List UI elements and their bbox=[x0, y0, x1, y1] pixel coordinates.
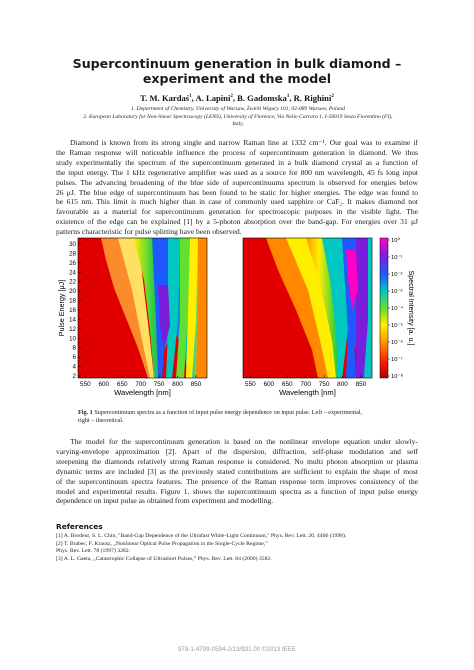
figure-svg bbox=[56, 230, 418, 398]
caption-label: Fig. 1 bbox=[78, 409, 93, 416]
caption-line-2: right – theoretical. bbox=[78, 417, 124, 424]
reference-3: [3] A. L. Gaeta, „Catastrophic Collapse of Ultrashort Pulses,” Phys. Rev. Lett. 84 (2000) 3582. bbox=[56, 556, 272, 562]
paragraph-2-line: The model for the supercontinuum generation is based on the nonlinear envelope equation under slowly- bbox=[70, 437, 418, 446]
title-line-1: Supercontinuum generation in bulk diamond – bbox=[72, 56, 402, 71]
right-xtick-minor-label: 700 bbox=[300, 381, 311, 388]
right-xtick-label: 750 bbox=[318, 381, 330, 388]
reference-2: [2] T. Brabec, F. Krausz, „Nonlinear Optical Pulse Propagation in the Single-Cycle Regime,” bbox=[56, 541, 268, 547]
colorbar-label: Spectral Intensity [a. u.] bbox=[407, 270, 416, 346]
left-ytick-label: 30 bbox=[69, 241, 76, 248]
paragraph-1-line: study experimentally the spectrum of the supercontinuum generated in a bulk diamond crystal as a function of bbox=[56, 157, 418, 167]
left-xtick-minor-label: 800 bbox=[172, 381, 183, 388]
abstract-paragraph-1 bbox=[56, 138, 418, 237]
left-ytick-label: 16 bbox=[69, 307, 76, 314]
colorbar-tick-label: 10⁰ bbox=[391, 238, 400, 244]
author-4: R. Righini bbox=[293, 93, 332, 103]
left-ytick-label: 20 bbox=[69, 288, 76, 296]
paragraph-1-line: existence of the edge can be explained [1] by a 5-photon absorption over the band-gap. For energies over 31 μJ bbox=[56, 217, 418, 227]
author-2-affil: 2 bbox=[230, 94, 233, 100]
affiliation-2-cont: Italy, bbox=[232, 121, 244, 127]
affiliation-1: 1. Department of Chemistry, University of Warsaw, Żwirki Wigury 101, 02-089 Warsaw, Poland bbox=[131, 106, 345, 112]
reference-2-cont: Phys. Rev. Lett. 78 (1997) 3282. bbox=[56, 548, 131, 554]
left-ytick-label: 12 bbox=[69, 325, 76, 333]
left-xtick-label: 850 bbox=[190, 381, 202, 388]
left-ytick-label: 4 bbox=[72, 363, 76, 371]
colorbar-tick-label: 10⁻⁵ bbox=[391, 323, 403, 329]
paragraph-2-line: dependence on input pulse as obtained from experiment and modelling. bbox=[56, 496, 274, 506]
right-xtick-minor-label: 800 bbox=[337, 381, 348, 388]
colorbar-tick-label: 10⁻³ bbox=[391, 289, 403, 295]
left-ylabel: Pulse Energy [μJ] bbox=[57, 279, 66, 337]
left-ytick-label: 2 bbox=[72, 373, 76, 380]
left-xtick-label: 650 bbox=[116, 381, 128, 388]
paragraph-1-line: patterns characteristic for pulse splitting have been observed. bbox=[56, 227, 242, 237]
body-paragraph-2 bbox=[56, 437, 418, 506]
colorbar-tick-label: 10⁻⁷ bbox=[391, 357, 403, 363]
left-ytick-label: 22 bbox=[69, 278, 76, 286]
paragraph-2-line: varying-envelope approximation [2]. Apart of the dispersion, diffraction, self-phase modulation and self bbox=[56, 446, 418, 456]
right-xtick-label: 550 bbox=[245, 381, 256, 388]
right-xtick-label: 850 bbox=[355, 381, 367, 388]
left-ytick-label: 24 bbox=[69, 269, 76, 277]
author-3: B. Gadomska bbox=[237, 93, 287, 103]
left-heatmap bbox=[78, 238, 207, 378]
right-xtick-minor-label: 600 bbox=[263, 381, 275, 388]
colorbar-tick-label: 10⁻⁶ bbox=[391, 340, 403, 346]
right-heatmap bbox=[243, 238, 372, 378]
paper-title bbox=[40, 56, 434, 86]
page-footer: 978-1-4799-0594-2/13/$31.00 ©2013 IEEE bbox=[177, 646, 297, 653]
colorbar-tick-label: 10⁻⁸ bbox=[391, 374, 403, 380]
author-1-affil: 1 bbox=[189, 94, 192, 100]
paragraph-1-line: be 615 nm. This limit is much higher than in case of commonly used sapphire or CaF₂. It makes diamond not bbox=[56, 197, 418, 207]
left-ytick-label: 8 bbox=[72, 344, 76, 352]
caption-line-1: Supercontinuum spectra as a function of input pulse energy dependence on input pulse. Left – experimental, bbox=[94, 409, 363, 416]
left-ytick-label: 26 bbox=[69, 259, 76, 267]
author-2: A. Lapini bbox=[195, 93, 231, 103]
figure-1 bbox=[56, 230, 418, 398]
right-xlabel: Wavelength [nm] bbox=[279, 388, 336, 397]
author-1: T. M. Kardaś bbox=[140, 93, 190, 103]
left-xtick-label: 550 bbox=[80, 381, 91, 388]
author-3-affil: 1 bbox=[286, 94, 290, 100]
paragraph-1-line: the input energy. The 1 kHz regenerative amplifier was used as a source for 800 nm wavelength, 45 fs long input bbox=[56, 167, 418, 177]
paragraph-1-line: pulses. The advancing broadening of the blue side of supercontinuums spectrum is observed for energies below bbox=[56, 177, 418, 187]
left-xtick-label: 750 bbox=[153, 381, 165, 388]
colorbar-tick-label: 10⁻⁴ bbox=[391, 306, 403, 312]
author-list: T. M. Kardaś$^1$, A. Lapini$^2$, B. Gadomska$^1$, R. Righini$^2$ bbox=[140, 93, 334, 103]
figure-caption bbox=[78, 409, 396, 425]
paragraph-1-line: 26 μJ. The blue edge of supercontinuum has been found to be static for higher energies. The edge was found to bbox=[56, 187, 418, 197]
right-xtick-label: 650 bbox=[281, 381, 293, 388]
left-ytick-label: 28 bbox=[69, 250, 76, 258]
paragraph-1-line: the Raman response will noticeable influence the process of supercontinuum generation in diamond. We thus bbox=[56, 147, 418, 157]
colorbar bbox=[380, 238, 388, 378]
paragraph-2-line: of the supercontinuum spectra features. The presence of the Raman response term improves consistency of the bbox=[56, 476, 418, 486]
reference-1: [1] A. Brodeur, S. L. Chin, "Band-Gap Dependence of the Ultrafast White-Light Continuum," Phys. Rev. Lett. 20, 4406 (1998). bbox=[56, 533, 347, 539]
paragraph-1-line: favourable as a material for supercontinuum generation for spectroscopic purposes in the visible light. The bbox=[56, 207, 418, 217]
affiliation-2: 2. European Laboratory for Non-linear Spectroscopy (LENS), University of Florence, Via Nello Carrara 1, I-50019 Sesto Fiorentino (FI), bbox=[83, 114, 393, 120]
left-xtick-minor-label: 600 bbox=[98, 381, 110, 388]
paragraph-2-line: steepening the diamonds relatively strong Raman response is considered. No multi photon absorption or plasma bbox=[56, 456, 418, 466]
left-ytick-label: 18 bbox=[69, 297, 76, 305]
paragraph-2-line: dynamic terms are included [3] as the previously stated contributions are sufficient to explain the shape of most bbox=[56, 466, 418, 476]
references-heading: References bbox=[56, 522, 103, 531]
colorbar-tick-label: 10⁻² bbox=[391, 272, 403, 278]
left-ytick-label: 6 bbox=[72, 354, 76, 362]
left-ytick-label: 14 bbox=[69, 316, 76, 324]
paragraph-2-line: model and experimental results. Figure 1. shows the supercontinuum spectra as a function of input pulse energy bbox=[56, 486, 418, 496]
title-line-2: experiment and the model bbox=[142, 71, 332, 86]
colorbar-tick-label: 10⁻¹ bbox=[391, 255, 403, 261]
author-4-affil: 2 bbox=[331, 94, 334, 100]
left-ytick-label: 10 bbox=[69, 335, 76, 343]
left-xlabel: Wavelength [nm] bbox=[114, 388, 171, 397]
left-xtick-minor-label: 700 bbox=[135, 381, 146, 388]
paragraph-1-line: Diamond is known from its strong single and narrow Raman line at 1332 cm⁻¹. Our goal was to examine if bbox=[70, 138, 418, 147]
